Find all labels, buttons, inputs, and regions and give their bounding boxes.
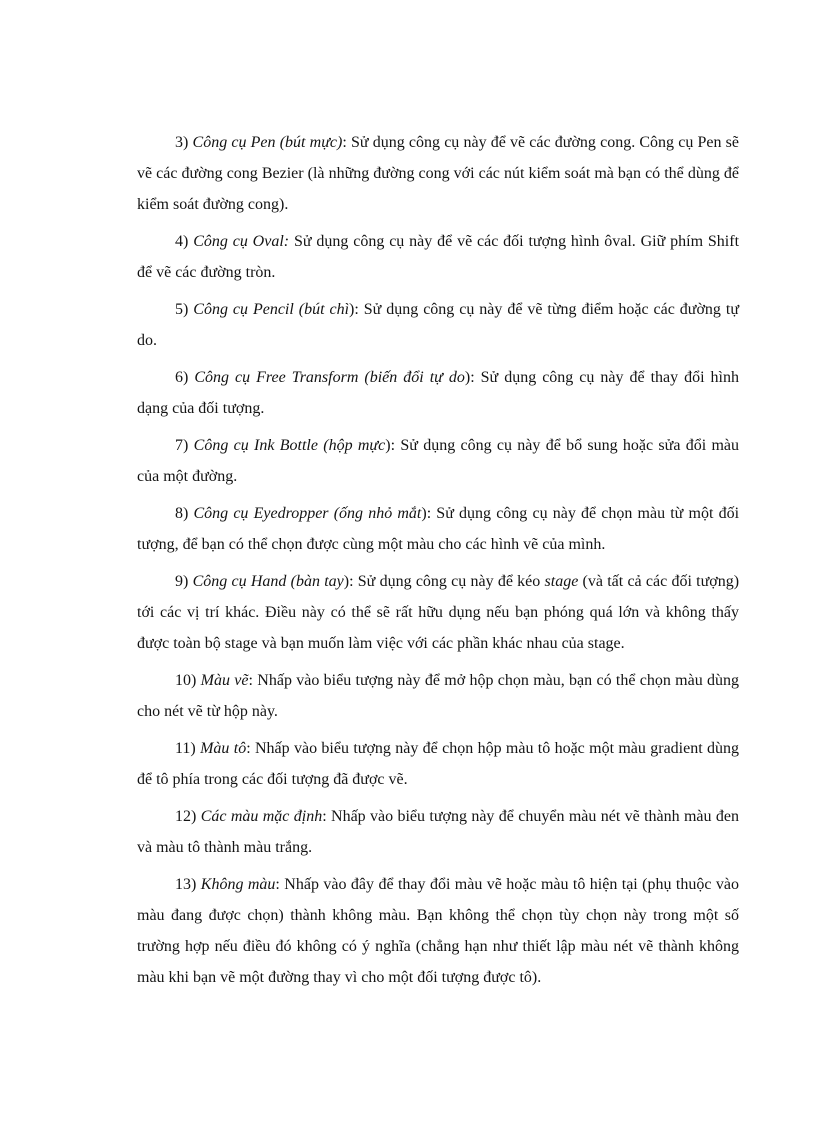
item-number: 9)	[175, 573, 189, 590]
item-description: Sử dụng công cụ này để vẽ các đường cong. Công cụ Pen sẽ vẽ các đường cong Bezier (là những đường cong với các nút kiểm soát mà bạn có thể dùng để kiểm soát đường cong).	[137, 134, 740, 213]
item-description-part-a: Sử dụng công cụ này để kéo	[353, 573, 545, 590]
item-oval	[137, 226, 739, 288]
item-ink-bottle	[137, 430, 739, 492]
item-term: Công cụ Free Transform (biến đổi tự do	[194, 369, 465, 386]
item-description: Sử dụng công cụ này để bổ sung hoặc sửa đổi màu của một đường.	[137, 437, 740, 485]
item-no-color	[137, 869, 739, 993]
item-term: Công cụ Oval:	[193, 233, 290, 250]
item-separator: ):	[421, 505, 432, 522]
item-term: Công cụ Hand (bàn tay	[192, 573, 344, 590]
item-number: 12)	[175, 808, 197, 825]
item-stroke-color	[137, 665, 739, 727]
item-separator: ):	[464, 369, 475, 386]
item-pen	[137, 127, 739, 220]
item-separator: ):	[349, 301, 359, 318]
item-separator: :	[342, 134, 347, 151]
item-separator: :	[322, 808, 327, 825]
document-page	[137, 127, 739, 999]
item-number: 5)	[175, 301, 189, 318]
item-term: Các màu mặc định	[200, 808, 323, 825]
item-default-colors	[137, 801, 739, 863]
item-separator: :	[246, 740, 251, 757]
item-number: 3)	[175, 134, 189, 151]
item-description-part-b: (và tất cả các đối tượng) tới các vị trí khác. Điều này có thể sẽ rất hữu dụng nếu bạn phóng quá lớn và không thấy được toàn bộ stage và bạn muốn làm việc với các phần khác nhau của stage.	[137, 573, 740, 652]
item-term: Công cụ Pen (bút mực)	[192, 134, 343, 151]
item-term: Công cụ Ink Bottle (hộp mực	[193, 437, 386, 454]
item-number: 13)	[175, 876, 197, 893]
item-term: Công cụ Pencil (bút chì	[193, 301, 350, 318]
item-separator: :	[275, 876, 280, 893]
item-description: Sử dụng công cụ này để chọn màu từ một đối tượng, để bạn có thể chọn được cùng một màu cho các hình vẽ của mình.	[137, 505, 740, 553]
item-number: 10)	[175, 672, 197, 689]
item-separator: ):	[343, 573, 354, 590]
item-description: Nhấp vào đây để thay đổi màu vẽ hoặc màu tô hiện tại (phụ thuộc vào màu đang được chọn) thành không màu. Bạn không thể chọn tùy chọn này trong một số trường hợp nếu điều đó không có ý nghĩa (chẳng hạn như thiết lập màu nét vẽ thành không màu khi bạn vẽ một đường thay vì cho một đối tượng được tô).	[137, 876, 740, 986]
item-description-italic: stage	[544, 573, 579, 590]
item-description: Sử dụng công cụ này để vẽ từng điểm hoặc các đường tự do.	[137, 301, 739, 349]
item-hand	[137, 566, 739, 659]
item-description: Sử dụng công cụ này để thay đổi hình dạng của đối tượng.	[137, 369, 739, 417]
item-term: Màu tô	[200, 740, 247, 757]
item-separator: ):	[385, 437, 396, 454]
item-separator: :	[248, 672, 253, 689]
item-description: Sử dụng công cụ này để vẽ các đối tượng hình ôval. Giữ phím Shift để vẽ các đường tròn.	[137, 233, 740, 281]
item-term: Công cụ Eyedropper (ống nhỏ mắt	[193, 505, 422, 522]
item-number: 8)	[175, 505, 189, 522]
item-description: Nhấp vào biểu tượng này để mở hộp chọn màu, bạn có thể chọn màu dùng cho nét vẽ từ hộp này.	[137, 672, 740, 720]
item-term: Không màu	[200, 876, 276, 893]
item-description: Nhấp vào biểu tượng này để chọn hộp màu tô hoặc một màu gradient dùng để tô phía trong các đối tượng đã được vẽ.	[137, 740, 739, 788]
item-number: 7)	[175, 437, 189, 454]
item-number: 11)	[175, 740, 196, 757]
item-pencil	[137, 294, 739, 356]
item-number: 6)	[175, 369, 189, 386]
item-eyedropper	[137, 498, 739, 560]
item-description: Nhấp vào biểu tượng này để chuyển màu nét vẽ thành màu đen và màu tô thành màu trắng.	[137, 808, 739, 856]
item-fill-color	[137, 733, 739, 795]
item-number: 4)	[175, 233, 189, 250]
item-free-transform	[137, 362, 739, 424]
item-term: Màu vẽ	[200, 672, 249, 689]
